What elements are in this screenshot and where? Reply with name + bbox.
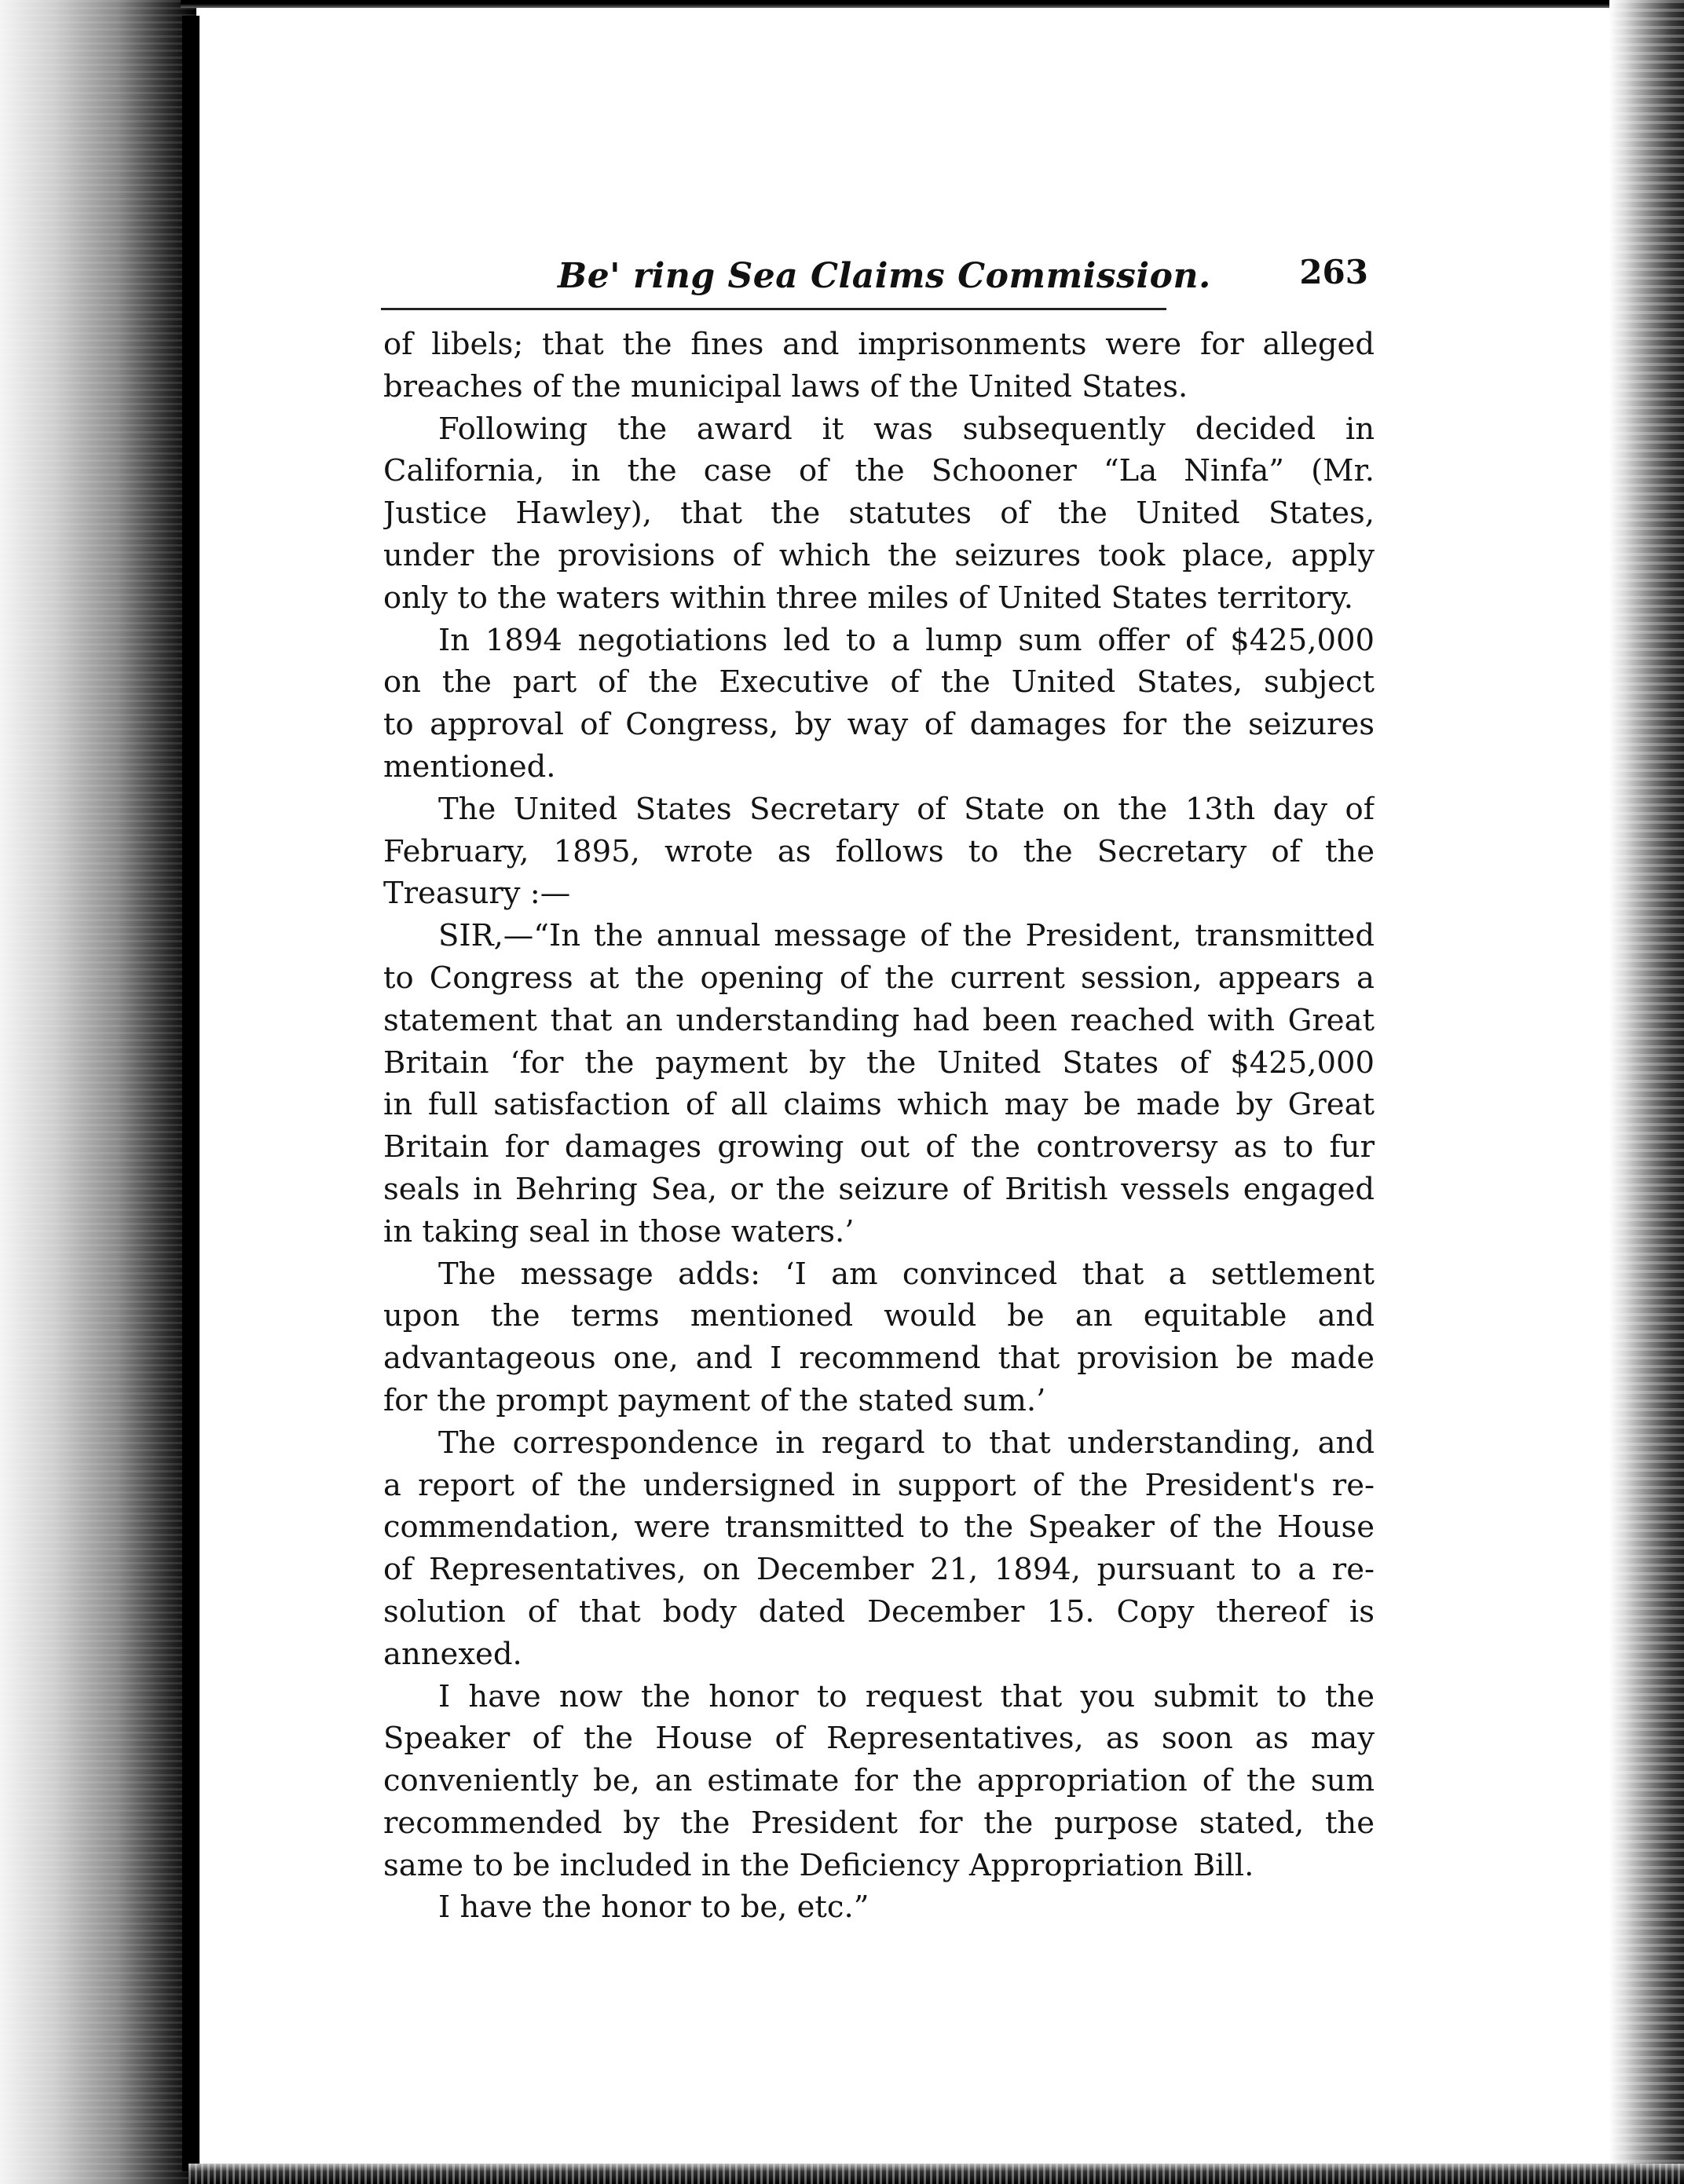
- right-scan-edge: [1609, 0, 1684, 2184]
- text-line: The correspondence in regard to that understanding, and: [438, 1425, 1375, 1461]
- text-line: February, 1895, wrote as follows to the Secretary of the: [383, 833, 1375, 869]
- text-line: Britain for damages growing out of the controversy as to fur: [383, 1129, 1375, 1165]
- text-line: upon the terms mentioned would be an equitable and: [383, 1298, 1375, 1334]
- text-line: Justice Hawley), that the statutes of the United States,: [383, 496, 1375, 532]
- page-gutter-shadow: [0, 0, 196, 2184]
- text-line: statement that an understanding had been reached with Great: [383, 1002, 1375, 1038]
- text-line: for the prompt payment of the stated sum.’: [383, 1382, 1046, 1418]
- text-line: on the part of the Executive of the United States, subject: [383, 664, 1375, 701]
- text-line: same to be included in the Deficiency Appropriation Bill.: [383, 1847, 1254, 1883]
- text-line: Following the award it was subsequently decided in: [438, 411, 1375, 447]
- text-line: I have the honor to be, etc.”: [438, 1890, 869, 1926]
- text-line: I have now the honor to request that you submit to the: [438, 1678, 1375, 1714]
- text-line: conveniently be, an estimate for the appropriation of the sum: [383, 1763, 1375, 1799]
- text-line: advantageous one, and I recommend that provision be made: [383, 1341, 1375, 1377]
- bottom-scan-edge: [189, 2164, 1684, 2184]
- text-line: to approval of Congress, by way of damages for the seizures: [383, 707, 1375, 743]
- page-number: 263: [1299, 253, 1368, 291]
- text-line: SIR,—“In the annual message of the President, transmitted: [438, 918, 1375, 954]
- page-header: [369, 251, 1375, 314]
- text-line: solution of that body dated December 15. Copy thereof is: [383, 1593, 1375, 1630]
- text-line: Treasury :—: [383, 876, 571, 912]
- running-title: Be' ring Sea Claims Commission.: [558, 256, 1211, 296]
- text-line: seals in Behring Sea, or the seizure of British vessels engaged: [383, 1171, 1375, 1207]
- text-line: in full satisfaction of all claims which may be made by Great: [383, 1087, 1375, 1123]
- text-line: a report of the undersigned in support of the President's re-: [383, 1467, 1375, 1503]
- text-line: The United States Secretary of State on the 13th day of: [438, 791, 1375, 827]
- text-line: under the provisions of which the seizures took place, apply: [383, 537, 1375, 573]
- text-line: The message adds: ‘I am convinced that a settlement: [438, 1256, 1375, 1292]
- text-line: of libels; that the fines and imprisonments were for alleged: [383, 327, 1375, 362]
- text-line: California, in the case of the Schooner “La Ninfa” (Mr.: [383, 453, 1375, 489]
- text-line: of Representatives, on December 21, 1894, pursuant to a re-: [383, 1552, 1375, 1588]
- text-line: in taking seal in those waters.’: [383, 1213, 855, 1249]
- text-line: breaches of the municipal laws of the United States.: [383, 368, 1188, 404]
- top-scan-edge: [181, 0, 1684, 8]
- body-text: [383, 324, 1375, 1929]
- header-rule: [381, 308, 1166, 310]
- binding-edge: [182, 16, 200, 2171]
- text-line: annexed.: [383, 1636, 522, 1672]
- text-line: Britain ‘for the payment by the United States of $425,000: [383, 1044, 1375, 1081]
- text-line: mentioned.: [383, 748, 556, 785]
- text-line: In 1894 negotiations led to a lump sum offer of $425,000: [438, 622, 1375, 658]
- text-line: commendation, were transmitted to the Speaker of the House: [383, 1509, 1375, 1546]
- text-line: only to the waters within three miles of United States territory.: [383, 580, 1354, 616]
- text-line: recommended by the President for the purpose stated, the: [383, 1805, 1375, 1841]
- text-line: to Congress at the opening of the current session, appears a: [383, 960, 1375, 996]
- text-line: Speaker of the House of Representatives, as soon as may: [383, 1721, 1375, 1757]
